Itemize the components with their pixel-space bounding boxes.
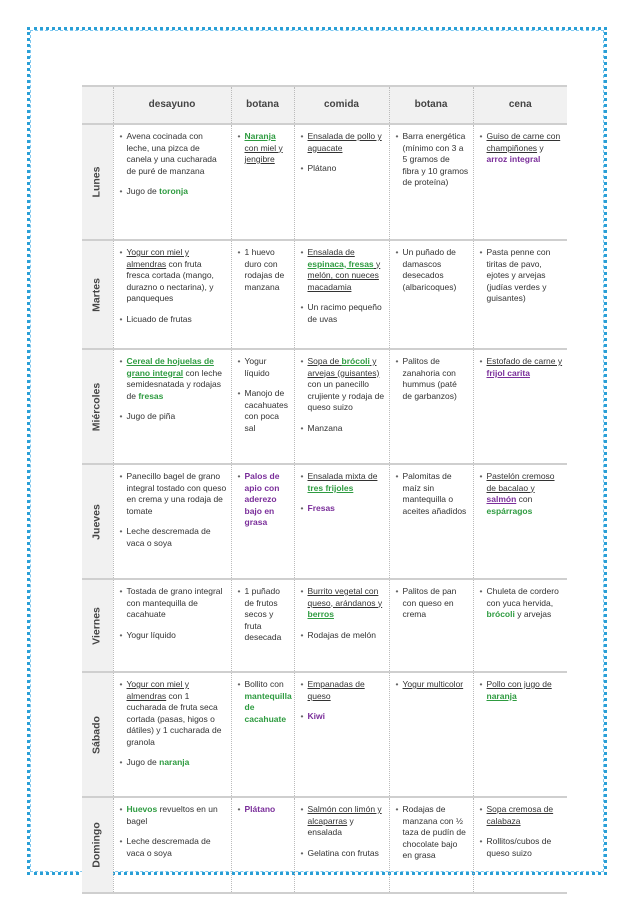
meal-cell-botana1 <box>231 240 294 349</box>
meal-item <box>301 711 385 723</box>
meal-text: Palos de apio con aderezo bajo en grasa <box>244 471 280 527</box>
meal-text: Guiso de carne con champiñones <box>486 131 561 153</box>
meal-text: Rodajas de melón <box>307 629 377 640</box>
header-cena: cena <box>473 86 567 124</box>
meal-text: Ensalada de <box>307 247 355 257</box>
meal-text: Chuleta de cordero con yuca hervida, <box>486 586 559 608</box>
meal-text: Un puñado de damascos desecados (albaricoques) <box>402 247 457 292</box>
meal-text: Palomitas de maíz sin mantequilla o aceites añadidos <box>402 471 467 516</box>
meal-text: Palitos de pan con queso en crema <box>402 586 457 619</box>
meal-text: Kiwi <box>307 711 325 721</box>
meal-text: Barra energética (mínimo con 3 a 5 gramos de fibra y 10 gramos de proteína) <box>402 131 469 187</box>
meal-text: Palitos de zanahoria con hummus (paté de garbanzos) <box>402 356 457 401</box>
day-label-cell <box>82 240 113 349</box>
header-botana-2: botana <box>389 86 473 124</box>
meal-text: Yogur con miel y almendras <box>126 247 190 269</box>
meal-item <box>120 411 227 423</box>
meal-item <box>480 586 564 621</box>
meal-text: Plátano <box>307 163 337 173</box>
meal-item <box>238 356 290 379</box>
meal-cell-comida <box>294 240 389 349</box>
meal-text: Panecillo bagel de grano integral tostado con queso en crema y una rodaja de tomate <box>126 471 227 516</box>
meal-item <box>301 848 385 860</box>
meal-item <box>396 471 469 517</box>
meal-text: Yogur líquido <box>244 356 270 378</box>
meal-item <box>396 679 469 691</box>
meal-cell-botana2 <box>389 797 473 893</box>
meal-text: Rollitos/cubos de queso suizo <box>486 836 552 858</box>
meal-item <box>480 356 564 379</box>
meal-item <box>396 804 469 862</box>
meal-text: Estofado de carne y <box>486 356 563 366</box>
meal-item <box>120 131 227 177</box>
meal-cell-desayuno <box>113 349 231 464</box>
meal-text: revueltos en un bagel <box>126 804 218 826</box>
meal-item <box>120 586 227 621</box>
meal-item <box>480 471 564 517</box>
meal-item <box>301 586 385 621</box>
meal-text: 1 puñado de frutos secos y fruta desecada <box>244 586 282 642</box>
meal-cell-botana2 <box>389 124 473 240</box>
meal-text: naranja <box>486 690 517 701</box>
meal-text: 1 huevo duro con rodajas de manzana <box>244 247 285 292</box>
meal-text: Naranja <box>244 131 276 141</box>
day-row <box>82 672 567 797</box>
meal-item <box>396 586 469 621</box>
meal-cell-cena <box>473 124 567 240</box>
meal-text: con leche semidesnatada y rodajas de <box>126 367 222 401</box>
meal-text: fresas <box>138 390 164 401</box>
meal-text: Plátano <box>244 804 276 814</box>
meal-item <box>480 679 564 702</box>
meal-text: Salmón con limón y alcaparras <box>307 804 382 826</box>
meal-text: con un panecillo crujiente y rodaja de queso suizo <box>307 379 385 412</box>
meal-item <box>238 804 290 816</box>
meal-text: naranja <box>159 757 190 767</box>
header-desayuno: desayuno <box>113 86 231 124</box>
day-label: Martes <box>90 277 103 312</box>
meal-text: Jugo de piña <box>126 411 176 421</box>
meal-text: arroz integral <box>486 154 541 164</box>
meal-item <box>301 163 385 175</box>
meal-cell-cena <box>473 672 567 797</box>
meal-item <box>301 471 385 494</box>
meal-text: Rodajas de manzana con ½ taza de pudín de chocolate bajo en grasa <box>402 804 466 860</box>
meal-text: Bollito con <box>244 679 284 689</box>
meal-cell-cena <box>473 240 567 349</box>
day-label: Domingo <box>90 822 103 868</box>
meal-text: con 1 cucharada de fruta seca cortada (pasas, higos o dátiles) y 1 cucharada de granola <box>126 690 222 747</box>
meal-cell-botana2 <box>389 240 473 349</box>
meal-text: Yogur multicolor <box>402 679 464 689</box>
header-comida: comida <box>294 86 389 124</box>
meal-text: mantequilla de cacahuate <box>244 690 292 724</box>
day-label: Miércoles <box>90 382 103 431</box>
meal-item <box>120 186 227 198</box>
meal-item <box>396 247 469 293</box>
meal-item <box>120 804 227 827</box>
meal-cell-desayuno <box>113 464 231 579</box>
meal-text: Sopa de <box>307 356 342 366</box>
meal-cell-comida <box>294 349 389 464</box>
meal-text: Un racimo pequeño de uvas <box>307 302 382 324</box>
meal-text: con <box>516 494 533 504</box>
meal-text: y arvejas <box>514 609 552 619</box>
meal-text: con fruta fresca cortada (mango, durazno o nectarina), y panqueques <box>126 258 214 303</box>
header-corner <box>82 86 113 124</box>
meal-cell-botana1 <box>231 672 294 797</box>
meal-text: salmón <box>486 494 517 504</box>
meal-text: y melón, con nueces macadamia <box>307 258 381 292</box>
meal-text: Yogur con miel y almendras <box>126 679 190 701</box>
day-label: Viernes <box>90 606 103 645</box>
meal-item <box>238 247 290 293</box>
meal-text: y ensalada <box>307 815 354 837</box>
meal-item <box>120 471 227 517</box>
meal-cell-comida <box>294 124 389 240</box>
meal-cell-desayuno <box>113 240 231 349</box>
meal-cell-cena <box>473 349 567 464</box>
day-row <box>82 124 567 240</box>
meal-cell-botana2 <box>389 672 473 797</box>
day-label: Sábado <box>90 715 103 754</box>
meal-cell-botana1 <box>231 124 294 240</box>
meal-text: frijol carita <box>486 367 530 378</box>
meal-item <box>238 388 290 434</box>
meal-item <box>301 356 385 414</box>
meal-text: brócoli <box>341 356 370 366</box>
meal-item <box>301 503 385 515</box>
meal-text: Pastelón cremoso de bacalao y <box>486 471 555 493</box>
meal-text: tres frijoles <box>307 482 354 493</box>
meal-text: Jugo de <box>126 757 160 767</box>
day-label-cell <box>82 349 113 464</box>
meal-cell-botana2 <box>389 464 473 579</box>
meal-item <box>480 131 564 166</box>
meal-text: Manojo de cacahuates con poca sal <box>244 388 288 433</box>
day-row <box>82 349 567 464</box>
meal-cell-cena <box>473 579 567 672</box>
meal-text: Sopa cremosa de calabaza <box>486 804 554 826</box>
meal-text: espárragos <box>486 505 533 516</box>
meal-cell-desayuno <box>113 579 231 672</box>
meal-item <box>301 679 385 702</box>
meal-item <box>238 471 290 529</box>
day-label-cell <box>82 124 113 240</box>
meal-cell-botana1 <box>231 797 294 893</box>
meal-text: Ensalada mixta de <box>307 471 378 481</box>
meal-text: Burrito vegetal con queso, arándanos y <box>307 586 383 608</box>
meal-text: espinaca, fresas <box>307 258 374 269</box>
day-label: Jueves <box>90 503 103 540</box>
meal-text: Yogur líquido <box>126 629 176 640</box>
meal-item <box>120 247 227 305</box>
header-row <box>82 86 567 124</box>
day-label-cell <box>82 672 113 797</box>
meal-cell-cena <box>473 797 567 893</box>
meal-item <box>301 131 385 154</box>
meal-text: Huevos <box>126 804 158 814</box>
meal-item <box>301 630 385 642</box>
day-label-cell <box>82 579 113 672</box>
meal-cell-desayuno <box>113 124 231 240</box>
meal-text: y <box>537 142 544 153</box>
header-botana-1: botana <box>231 86 294 124</box>
meal-text: Leche descremada de vaca o soya <box>126 836 211 858</box>
meal-cell-comida <box>294 579 389 672</box>
meal-text: Ensalada de pollo y aguacate <box>307 131 382 153</box>
meal-item <box>480 836 564 859</box>
day-label: Lunes <box>90 166 103 198</box>
meal-item <box>480 247 564 305</box>
meal-cell-botana1 <box>231 579 294 672</box>
weekly-meal-plan-table <box>82 85 567 894</box>
day-row <box>82 464 567 579</box>
meal-item <box>120 314 227 326</box>
meal-text: brócoli <box>486 609 515 619</box>
day-row <box>82 240 567 349</box>
meal-cell-desayuno <box>113 797 231 893</box>
meal-text: Empanadas de queso <box>307 679 365 701</box>
meal-text: berros <box>307 609 334 619</box>
meal-item <box>120 679 227 748</box>
meal-item <box>120 836 227 859</box>
meal-item <box>238 679 290 725</box>
meal-text: Gelatina con frutas <box>307 847 379 858</box>
meal-cell-botana1 <box>231 349 294 464</box>
meal-item <box>480 804 564 827</box>
meal-item <box>396 356 469 402</box>
meal-text: Tostada de grano integral con mantequilla de cacahuate <box>126 586 223 619</box>
meal-text: Cereal de hojuelas de grano integral <box>126 356 214 378</box>
meal-item <box>396 131 469 189</box>
meal-text: Licuado de frutas <box>126 313 192 324</box>
meal-cell-comida <box>294 672 389 797</box>
day-row <box>82 797 567 893</box>
meal-cell-botana2 <box>389 349 473 464</box>
meal-item <box>120 526 227 549</box>
meal-item <box>120 630 227 642</box>
day-label-cell <box>82 797 113 893</box>
meal-item <box>120 757 227 769</box>
meal-text: Pollo con jugo de <box>486 679 552 689</box>
day-label-cell <box>82 464 113 579</box>
meal-item <box>120 356 227 402</box>
meal-cell-botana1 <box>231 464 294 579</box>
meal-text: Jugo de <box>126 186 160 196</box>
meal-item <box>238 586 290 644</box>
meal-item <box>301 423 385 435</box>
meal-text: Avena cocinada con leche, una pizca de canela y una cucharada de puré de manzana <box>126 131 217 176</box>
meal-cell-cena <box>473 464 567 579</box>
meal-text: Manzana <box>307 422 343 433</box>
meal-text: Pasta penne con tiritas de pavo, ejotes y arvejas (judías verdes y guisantes) <box>486 247 551 303</box>
meal-text: y arvejas (guisantes) <box>307 356 380 378</box>
meal-text: Fresas <box>307 503 335 513</box>
day-row <box>82 579 567 672</box>
meal-text: Leche descremada de vaca o soya <box>126 526 211 548</box>
meal-cell-botana2 <box>389 579 473 672</box>
meal-item <box>238 131 290 166</box>
meal-item <box>301 804 385 839</box>
meal-item <box>301 302 385 325</box>
meal-text: toronja <box>159 186 188 196</box>
meal-cell-comida <box>294 464 389 579</box>
meal-text: con miel y jengibre <box>244 142 283 164</box>
meal-cell-comida <box>294 797 389 893</box>
meal-cell-desayuno <box>113 672 231 797</box>
meal-item <box>301 247 385 293</box>
